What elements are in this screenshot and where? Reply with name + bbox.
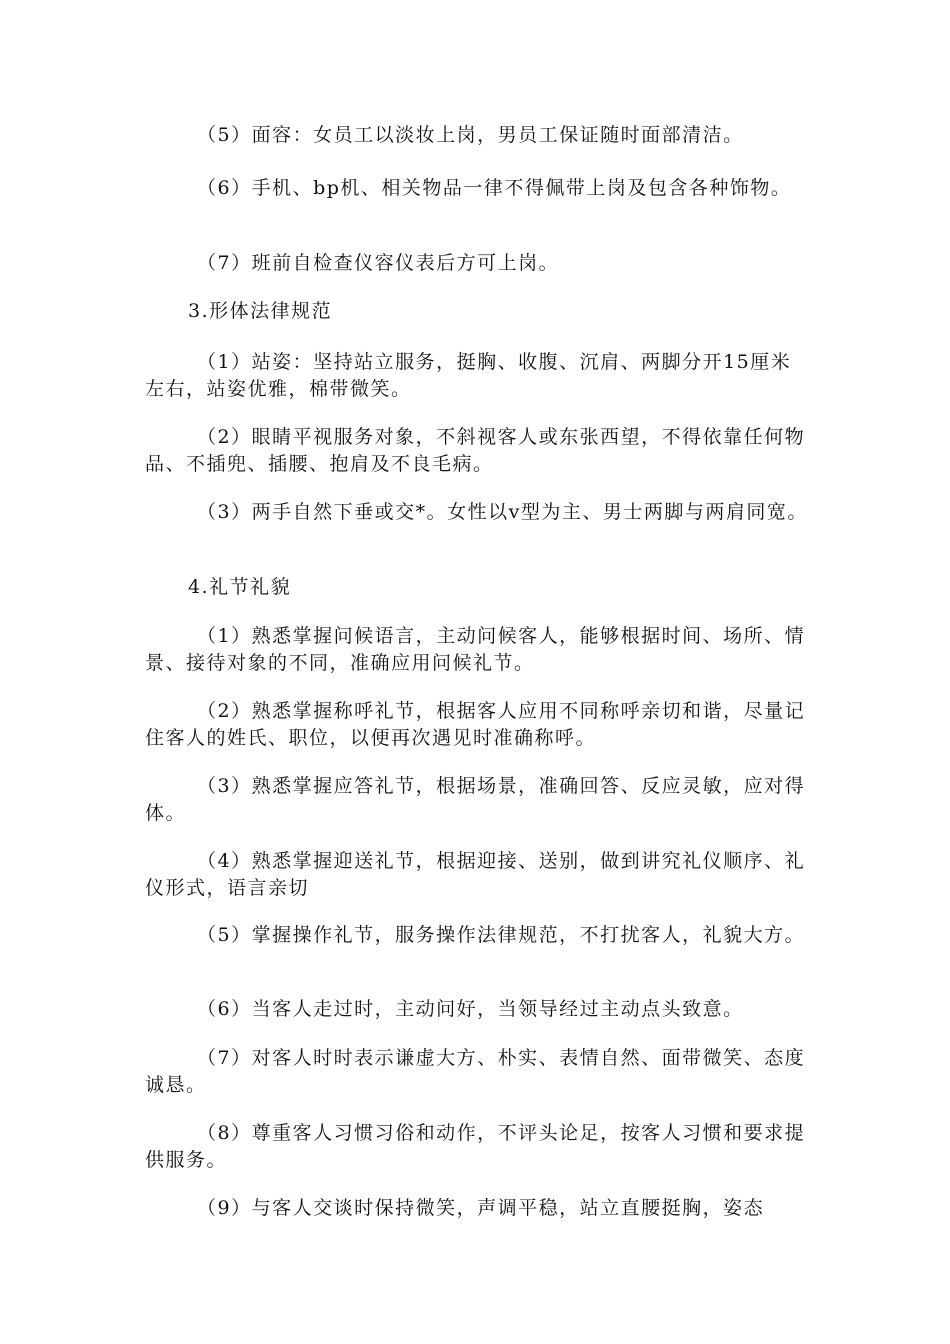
section-heading-etiquette: 4.礼节礼貌	[188, 576, 292, 598]
paragraph-standing-posture: （1）站姿：坚持站立服务，挺胸、收腹、沉肩、两脚分开15厘米左右，站姿优雅，棉带微笑。	[145, 351, 792, 400]
paragraph-responding: （3）熟悉掌握应答礼节，根据场景，准确回答、反应灵敏，应对得体。	[145, 775, 806, 824]
paragraph-passing-guests: （6）当客人走过时，主动问好，当领导经过主动点头致意。	[197, 998, 744, 1020]
paragraph-phone-items: （6）手机、bp机、相关物品一律不得佩带上岗及包含各种饰物。	[197, 177, 792, 199]
paragraph-modesty: （7）对客人时时表示谦虚大方、朴实、表情自然、面带微笑、态度诚恳。	[145, 1047, 806, 1096]
paragraph-greeting-farewell: （4）熟悉掌握迎送礼节，根据迎接、送别，做到讲究礼仪顺序、礼仪形式，语言亲切	[145, 850, 806, 899]
paragraph-conversation: （9）与客人交谈时保持微笑，声调平稳，站立直腰挺胸，姿态	[197, 1197, 765, 1219]
paragraph-pre-shift-check: （7）班前自检查仪容仪表后方可上岗。	[197, 252, 560, 274]
paragraph-hands: （3）两手自然下垂或交*。女性以v型为主、男士两脚与两肩同宽。	[197, 501, 808, 523]
paragraph-greeting: （1）熟悉掌握问候语言，主动问候客人，能够根据时间、场所、情景、接待对象的不同，准确应用问候礼节。	[145, 625, 806, 674]
paragraph-operation-etiquette: （5）掌握操作礼节，服务操作法律规范，不打扰客人，礼貌大方。	[197, 924, 806, 946]
paragraph-customs: （8）尊重客人习惯习俗和动作，不评头论足，按客人习惯和要求提供服务。	[145, 1122, 806, 1171]
paragraph-addressing: （2）熟悉掌握称呼礼节，根据客人应用不同称呼亲切和谐，尽量记住客人的姓氏、职位，以便再次遇见时准确称呼。	[145, 700, 806, 749]
section-heading-posture: 3.形体法律规范	[188, 300, 333, 322]
paragraph-appearance-face: （5）面容：女员工以淡妆上岗，男员工保证随时面部清洁。	[197, 124, 744, 146]
paragraph-eye-contact: （2）眼睛平视服务对象，不斜视客人或东张西望，不得依靠任何物品、不插兜、插腰、抱肩及不良毛病。	[145, 426, 806, 475]
